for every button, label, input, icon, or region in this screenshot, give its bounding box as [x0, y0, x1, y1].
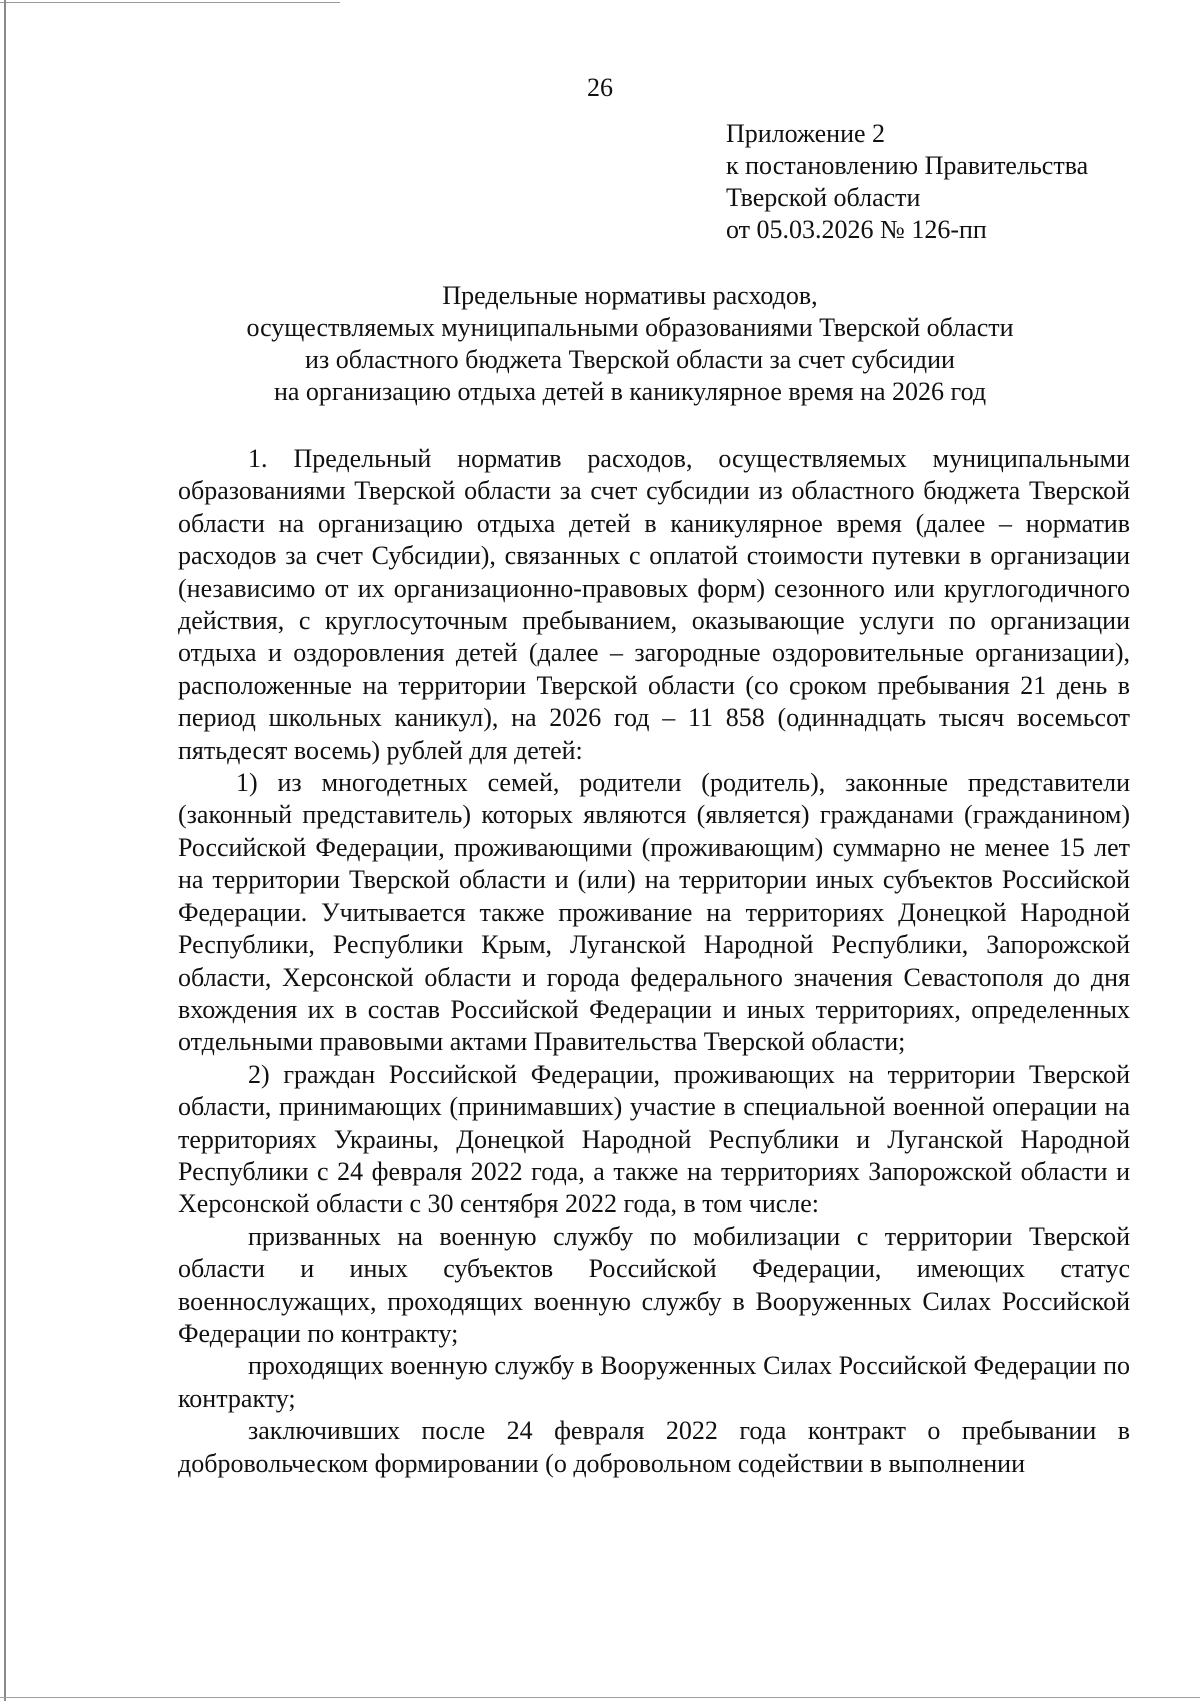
- scan-edge-left: [4, 0, 6, 1701]
- paragraph-item-1: 1) из многодетных семей, родители (родитель), законные представители (законный представитель) которых являются (является) гражданами (гражданином) Российской Федерации, проживающими (проживающим) суммарно не менее 15 лет на территории Тверской области и (или) на территории иных субъектов Российской Федерации. Учитывается также проживание на территориях Донецкой Народной Республики, Республики Крым, Луганской Народной Республики, Запорожской области, Херсонской области и города федерального значения Севастополя до дня вхождения их в состав Российской Федерации и иных территориях, определенных отдельными правовыми актами Правительства Тверской области;: [178, 768, 1130, 1057]
- paragraph-item-2: 2) граждан Российской Федерации, проживающих на территории Тверской области, принимающих (принимавших) участие в специальной военной операции на территориях Украины, Донецкой Народной Республики и Луганской Народной Республики с 24 февраля 2022 года, а также на территориях Запорожской области и Херсонской области с 30 сентября 2022 года, в том числе:: [178, 1059, 1130, 1219]
- paragraph-subitem-contract: проходящих военную службу в Вооруженных Силах Российской Федерации по контракту;: [178, 1351, 1130, 1413]
- appendix-line: к постановлению Правительства: [726, 151, 1089, 180]
- scan-edge-top: [0, 2, 340, 3]
- appendix-block: [726, 118, 1088, 246]
- appendix-date-line: от 05.03.2026 № 126-пп: [726, 215, 987, 244]
- document-body: [178, 443, 1130, 1480]
- appendix-line: Приложение 2: [726, 119, 886, 148]
- appendix-line: Тверской области: [726, 183, 921, 212]
- title-line: Предельные нормативы расходов,: [442, 281, 818, 310]
- title-line: из областного бюджета Тверской области за счет субсидии: [305, 345, 955, 374]
- paragraph-1: 1. Предельный норматив расходов, осуществляемых муниципальными образованиями Тверской области за счет субсидии из областного бюджета Тверской области на организацию отдыха детей в каникулярное время (далее – норматив расходов за счет Субсидии), связанных с оплатой стоимости путевки в организации (независимо от их организационно-правовых форм) сезонного или круглогодичного действия, с круглосуточным пребыванием, оказывающие услуги по организации отдыха и оздоровления детей (далее – загородные оздоровительные организации), расположенные на территории Тверской области (со сроком пребывания 21 день в период школьных каникул), на 2026 год – 11 858 (одиннадцать тысяч восемьсот пятьдесят восемь) рублей для детей:: [178, 444, 1130, 765]
- scan-edge-bottom: [0, 1697, 1200, 1698]
- paragraph-subitem-mobilized: призванных на военную службу по мобилизации с территории Тверской области и иных субъектов Российской Федерации, имеющих статус военнослужащих, проходящих военную службу в Вооруженных Силах Российской Федерации по контракту;: [178, 1221, 1130, 1348]
- paragraph-subitem-volunteer: заключивших после 24 февраля 2022 года контракт о пребывании в добровольческом формировании (о добровольном содействии в выполнении: [178, 1416, 1130, 1478]
- title-line: осуществляемых муниципальными образованиями Тверской области: [246, 313, 1014, 342]
- page-number: 26: [587, 73, 613, 102]
- document-title: [180, 280, 1080, 408]
- title-line: на организацию отдыха детей в каникулярное время на 2026 год: [273, 377, 987, 406]
